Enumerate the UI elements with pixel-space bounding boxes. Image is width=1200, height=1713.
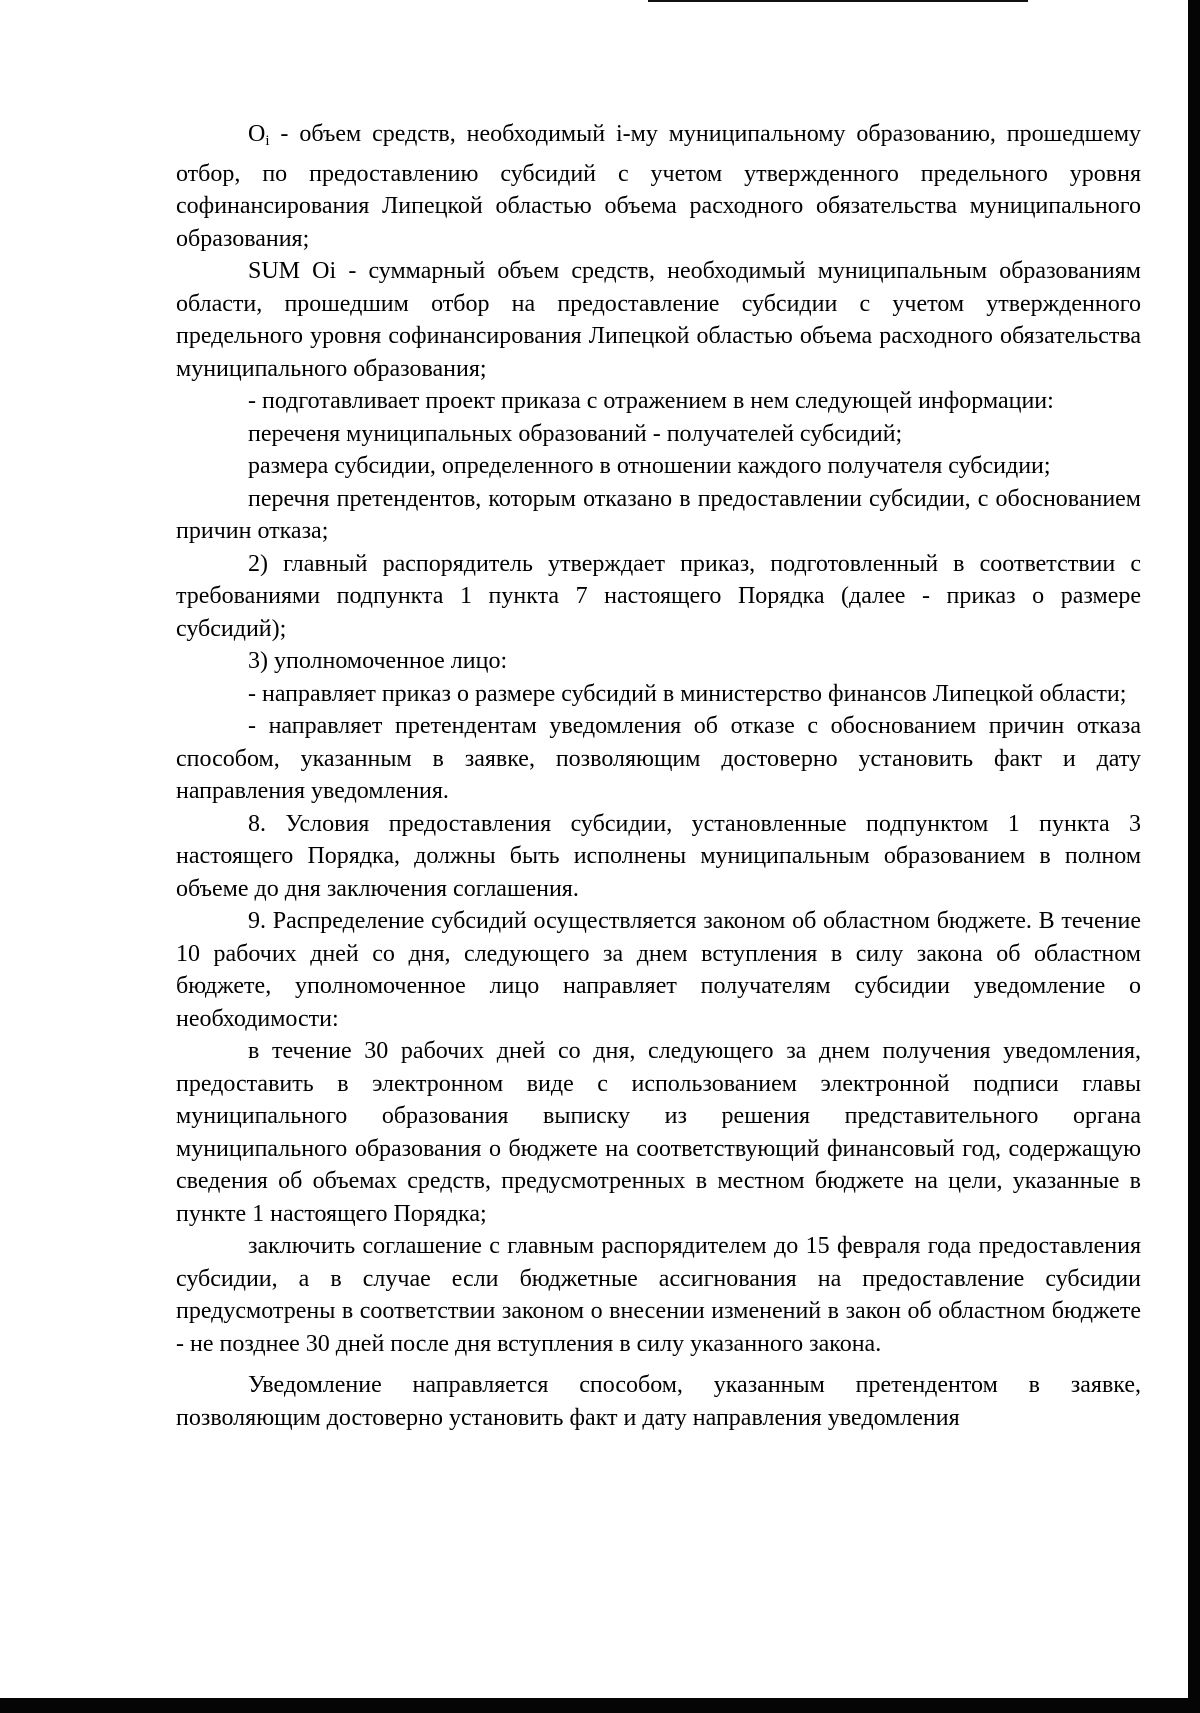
oi-subscript: i: [265, 133, 270, 149]
paragraph-item-2: 2) главный распорядитель утверждает приказ, подготовленный в соответствии с требованиями подпункта 1 пункта 7 настоящего Порядка (далее - приказ о размере субсидий);: [176, 550, 1141, 642]
scan-bottom-edge: [0, 1698, 1200, 1713]
paragraph-item-9: 9. Распределение субсидий осуществляется законом об областном бюджете. В течение 10 рабочих дней со дня, следующего за днем вступления в силу закона об областном бюджете, уполномоченное лицо направляет получателям субсидии уведомление о необходимости:: [176, 908, 1141, 1032]
paragraph-oi-definition: [176, 118, 1141, 255]
paragraph-rejected-list: перечня претендентов, которым отказано в предоставлении субсидии, с обоснованием причин отказа;: [176, 485, 1141, 544]
paragraph-sum-oi-definition: SUM Oi - суммарный объем средств, необходимый муниципальным образованиям области, прошедшим отбор на предоставление субсидии с учетом утвержденного предельного уровня софинансирования Липецкой областью объема расходного обязательства муниципального образования;: [176, 258, 1141, 382]
scan-right-edge: [1188, 0, 1200, 1713]
oi-definition-text: - объем средств, необходимый i-му муниципальному образованию, прошедшему отбор, по предоставлению субсидий с учетом утвержденного предельного уровня софинансирования Липецкой областью объема расходного обязательства муниципального образования;: [176, 121, 1141, 252]
oi-symbol: O: [248, 121, 266, 147]
paragraph-notification-method: Уведомление направляется способом, указанным претендентом в заявке, позволяющим достоверно установить факт и дату направления уведомления: [176, 1372, 1141, 1431]
scan-top-line: [648, 0, 1028, 2]
paragraph-conclude-agreement: заключить соглашение с главным распорядителем до 15 февраля года предоставления субсидии, а в случае если бюджетные ассигнования на предоставление субсидии предусмотрены в соответствии законом о внесении изменений в закон об областном бюджете - не позднее 30 дней после дня вступления в силу указанного закона.: [176, 1233, 1141, 1357]
paragraph-item-8: 8. Условия предоставления субсидии, установленные подпунктом 1 пункта 3 настоящего Порядка, должны быть исполнены муниципальным образованием в полном объеме до дня заключения соглашения.: [176, 810, 1141, 902]
paragraph-within-30-days: в течение 30 рабочих дней со дня, следующего за днем получения уведомления, предоставить в электронном виде с использованием электронной подписи главы муниципального образования выписку из решения представительного органа муниципального образования о бюджете на соответствующий финансовый год, содержащую сведения об объемах средств, предусмотренных в местном бюджете на цели, указанные в пункте 1 настоящего Порядка;: [176, 1038, 1141, 1227]
paragraph-send-order: - направляет приказ о размере субсидий в министерство финансов Липецкой области;: [248, 680, 1127, 707]
paragraph-send-rejections: - направляет претендентам уведомления об отказе с обоснованием причин отказа способом, указанным в заявке, позволяющим достоверно установить факт и дату направления уведомления.: [176, 713, 1141, 804]
paragraph-item-3: 3) уполномоченное лицо:: [248, 648, 508, 674]
document-body: [176, 118, 1141, 1434]
paragraph-list-municipalities: переченя муниципальных образований - получателей субсидий;: [248, 420, 903, 447]
paragraph-subsidy-size: размера субсидии, определенного в отношении каждого получателя субсидии;: [248, 453, 1051, 479]
paragraph-prepare-order: - подготавливает проект приказа с отражением в нем следующей информации:: [248, 388, 1054, 414]
